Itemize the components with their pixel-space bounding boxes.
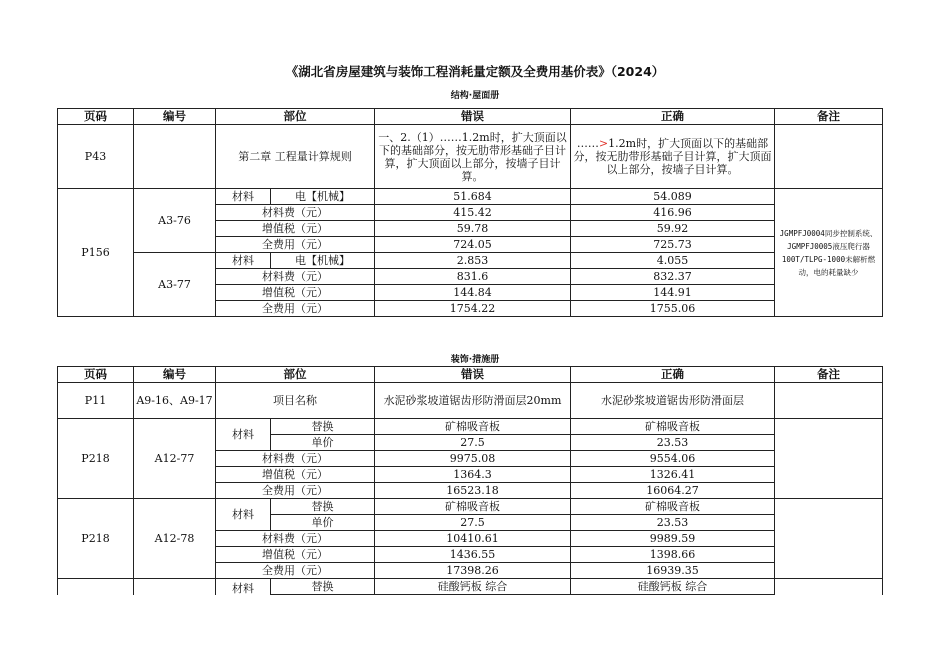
wrong-cell: 10410.61 — [375, 531, 571, 547]
code-cell: A12-78 — [134, 499, 216, 579]
table-row — [58, 125, 883, 189]
code-cell: A3-76 — [134, 189, 216, 253]
wrong-cell: 724.05 — [375, 237, 571, 253]
right-cell: 硅酸钙板 综合 — [571, 579, 775, 595]
material-label: 材料 — [216, 499, 271, 531]
part-cell: 材料费（元） — [216, 205, 375, 221]
material-label: 材料 — [216, 253, 271, 269]
right-cell: 416.96 — [571, 205, 775, 221]
part-cell: 增值税（元） — [216, 467, 375, 483]
wrong-cell: 831.6 — [375, 269, 571, 285]
part-cell: 项目名称 — [216, 383, 375, 419]
material-label: 材料 — [216, 189, 271, 205]
wrong-cell: 1364.3 — [375, 467, 571, 483]
header-right: 正确 — [571, 109, 775, 125]
header-right: 正确 — [571, 367, 775, 383]
note-cell: JGMPFJ0004同步控制系统、JGMPFJ0005液压爬行器 100T/TLPG-1000未解析燃动，电的耗量缺少 — [775, 189, 883, 317]
wrong-cell: 2.853 — [375, 253, 571, 269]
right-cell: 矿棉吸音板 — [571, 499, 775, 515]
right-cell: 1755.06 — [571, 301, 775, 317]
errata-table-decoration — [57, 366, 883, 595]
code-cell: A9-16、A9-17 — [134, 383, 216, 419]
right-cell: 矿棉吸音板 — [571, 419, 775, 435]
part-cell: 全费用（元） — [216, 563, 375, 579]
material-label: 材料 — [216, 579, 271, 595]
right-cell: 1326.41 — [571, 467, 775, 483]
table-header-row — [58, 109, 883, 125]
right-cell: 水泥砂浆坡道锯齿形防滑面层 — [571, 383, 775, 419]
material-item: 电【机械】 — [271, 253, 375, 269]
part-cell: 全费用（元） — [216, 301, 375, 317]
part-cell: 材料费（元） — [216, 451, 375, 467]
right-cell: 144.91 — [571, 285, 775, 301]
page-cell: P156 — [58, 189, 134, 317]
material-item: 电【机械】 — [271, 189, 375, 205]
wrong-cell: 硅酸钙板 综合 — [375, 579, 571, 595]
errata-table-structure — [57, 108, 883, 317]
header-page: 页码 — [58, 367, 134, 383]
table-row — [58, 253, 883, 269]
header-part: 部位 — [216, 109, 375, 125]
page-cell: P43 — [58, 125, 134, 189]
note-cell — [775, 419, 883, 499]
header-code: 编号 — [134, 109, 216, 125]
right-cell: 9554.06 — [571, 451, 775, 467]
part-cell: 增值税（元） — [216, 547, 375, 563]
wrong-cell: 415.42 — [375, 205, 571, 221]
code-cell — [134, 125, 216, 189]
wrong-cell: 144.84 — [375, 285, 571, 301]
header-note: 备注 — [775, 109, 883, 125]
wrong-cell: 27.5 — [375, 515, 571, 531]
header-wrong: 错误 — [375, 367, 571, 383]
note-cell — [775, 499, 883, 579]
part-cell: 材料费（元） — [216, 269, 375, 285]
page-cell: P218 — [58, 419, 134, 499]
document-title: 《湖北省房屋建筑与装饰工程消耗量定额及全费用基价表》（2024） — [285, 64, 665, 79]
table-row — [58, 499, 883, 515]
right-cell: 1398.66 — [571, 547, 775, 563]
sub-label: 替换 — [271, 419, 375, 435]
material-label: 材料 — [216, 419, 271, 451]
sub-label: 单价 — [271, 435, 375, 451]
right-cell: 16939.35 — [571, 563, 775, 579]
right-cell: 23.53 — [571, 435, 775, 451]
code-cell: A12-77 — [134, 419, 216, 499]
right-cell: 16064.27 — [571, 483, 775, 499]
wrong-cell: 1754.22 — [375, 301, 571, 317]
page-cell — [58, 579, 134, 595]
part-cell: 全费用（元） — [216, 483, 375, 499]
right-cell: 54.089 — [571, 189, 775, 205]
note-cell — [775, 125, 883, 189]
wrong-cell: 矿棉吸音板 — [375, 419, 571, 435]
sub-label: 单价 — [271, 515, 375, 531]
wrong-cell: 27.5 — [375, 435, 571, 451]
right-rest: 1.2m时，扩大顶面以下的基础部分，按无肋带形基础子目计算，扩大顶面以上部分，按墙子目计算。 — [573, 137, 772, 176]
right-prefix: …… — [576, 137, 599, 150]
table-header-row — [58, 367, 883, 383]
right-cell — [571, 125, 775, 189]
page-cell: P11 — [58, 383, 134, 419]
table-row — [58, 579, 883, 595]
note-cell — [775, 383, 883, 419]
part-cell: 增值税（元） — [216, 221, 375, 237]
right-cell: 832.37 — [571, 269, 775, 285]
wrong-cell: 9975.08 — [375, 451, 571, 467]
header-page: 页码 — [58, 109, 134, 125]
wrong-cell: 矿棉吸音板 — [375, 499, 571, 515]
table-row — [58, 383, 883, 419]
wrong-cell: 16523.18 — [375, 483, 571, 499]
sub-label: 替换 — [271, 499, 375, 515]
table-row — [58, 419, 883, 435]
right-cell: 725.73 — [571, 237, 775, 253]
code-cell — [134, 579, 216, 595]
part-cell: 材料费（元） — [216, 531, 375, 547]
right-cell: 23.53 — [571, 515, 775, 531]
wrong-cell: 水泥砂浆坡道锯齿形防滑面层20mm — [375, 383, 571, 419]
wrong-cell: 一、2.（1）……1.2m时，扩大顶面以下的基础部分，按无肋带形基础子目计算，扩大顶面以上部分，按墙子目计算。 — [375, 125, 571, 189]
section-heading-decoration: 装饰·措施册 — [450, 355, 500, 365]
correction-mark: > — [598, 137, 609, 150]
wrong-cell: 51.684 — [375, 189, 571, 205]
part-cell: 增值税（元） — [216, 285, 375, 301]
wrong-cell: 1436.55 — [375, 547, 571, 563]
part-cell: 第二章 工程量计算规则 — [216, 125, 375, 189]
code-cell: A3-77 — [134, 253, 216, 317]
right-cell: 59.92 — [571, 221, 775, 237]
note-cell — [775, 579, 883, 595]
wrong-cell: 17398.26 — [375, 563, 571, 579]
section-heading-structure: 结构·屋面册 — [450, 91, 500, 101]
header-code: 编号 — [134, 367, 216, 383]
right-cell: 9989.59 — [571, 531, 775, 547]
part-cell: 全费用（元） — [216, 237, 375, 253]
sub-label: 替换 — [271, 579, 375, 595]
wrong-cell: 59.78 — [375, 221, 571, 237]
table-row — [58, 189, 883, 205]
right-cell: 4.055 — [571, 253, 775, 269]
header-part: 部位 — [216, 367, 375, 383]
page-cell: P218 — [58, 499, 134, 579]
header-wrong: 错误 — [375, 109, 571, 125]
header-note: 备注 — [775, 367, 883, 383]
